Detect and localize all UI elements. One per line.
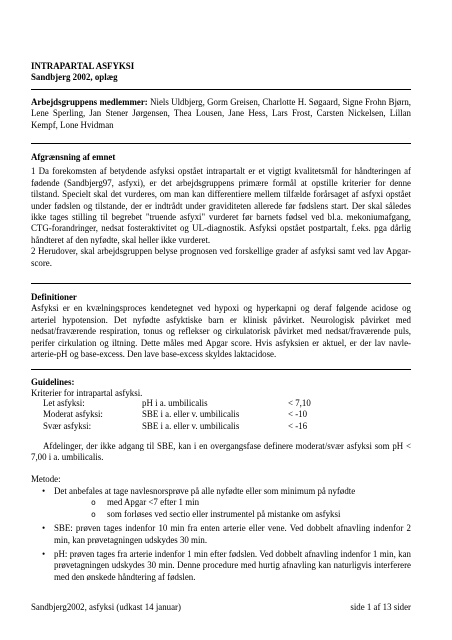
section-heading: Definitioner [31,292,77,302]
list-item: • pH: prøven tages fra arterie indenfor 1 min efter fødslen. Ved dobbelt afnavling indenfor 1 min, kan prøvetagningen udskydes 30 min. Denne procedure med hurtig afnavling kan naturligvis interferere med den ønskede håndtering af fødslen. [31,549,411,583]
grade-cell: Moderat asfyksi: [43,409,103,420]
page-footer [31,602,411,613]
divider [31,143,411,144]
sub-list-item: o som forløses ved sectio eller instrumentel på mistanke om asfyksi [54,509,411,520]
members-section [31,97,411,131]
members-label: Arbejdsgruppens medlemmer: [31,97,148,107]
section-heading: Afgrænsning af emnet [31,152,116,162]
footer-document-label: Sandbjerg2002, asfyksi (udkast 14 januar) [31,602,181,612]
scope-section [31,152,411,269]
criteria-table [31,398,411,432]
section-heading: Guidelines: [31,377,75,387]
table-row [31,421,411,432]
divider [31,89,411,90]
document-subtitle: Sandbjerg 2002, oplæg [31,72,118,83]
sub-list-item: o med Apgar <7 efter 1 min [54,497,411,508]
document-header [31,61,411,84]
list-item: • SBE: prøven tages indenfor 10 min fra enten arterie eller vene. Ved dobbelt afnavling indenfor 2 min, kan prøvetagningen udskydes 30 min. [31,523,411,546]
measure-cell: pH i a. umbilicalis [142,398,208,408]
value-cell: < 7,10 [288,398,311,408]
method-label: Metode: [31,474,61,484]
measure-cell: SBE i a. eller v. umbilicalis [142,420,240,431]
scope-paragraph-1: 1 Da forekomsten af betydende asfyksi opstået intrapartalt er et vigtigt kvalitetsmål for håndteringen af fødende (Sandbjerg97, asfyxi), er det arbejdsgruppens primære formål at opstille kriterier for denne tilstand. Specielt skal det vurderes, om man kan differentiere mellem tilfælde forårsaget af asfyxi opstået under fødslen og tilstande, der er indtrådt under graviditeten allerede før fødslens start. Der skal således ikke tages stilling til begrebet "truende asfyxi" vurderet før barnets fødsel ved bl.a. mekoniumafgang, CTG-forandringer, nedsat fosteraktivitet og UL-diagnostik. Asfyksi opstået postpartalt, f.eks. pga dårlig håndteret af den nyfødte, skal heller ikke vurderet. [31,166,411,245]
value-cell: < -10 [288,409,308,420]
table-row [31,398,411,409]
grade-cell: Let asfyksi: [43,398,85,408]
footer-page-number: side 1 af 13 sider [350,602,411,612]
guidelines-note: Afdelinger, der ikke adgang til SBE, kan i en overgangsfase definere moderat/svær asfyksi som pH < 7,00 i a. umbilicalis. [31,441,411,463]
method-list [31,486,411,583]
value-cell: < -16 [288,420,308,431]
guidelines-section [31,377,411,400]
method-section [31,474,411,485]
scope-paragraph-2: 2 Herudover, skal arbejdsgruppen belyse prognosen ved forskellige grader af asfyksi samt ved lav Apgar-score. [31,246,411,268]
definitions-paragraph: Asfyksi er en kvælningsproces kendetegnet ved hypoxi og hyperkapni og deraf følgende acidose og arteriel hypotension. Det nyfødte asfyktiske barn er klinisk påvirket. Neurologisk påvirket med nedsat/fraværende respiration, tonus og reflekser og cirkulatorisk påvirket med nedsat/fraværende puls, perifer cirkulation og iltning. Dette måles med Apgar score. Hvis asfyksien er aktuel, er der lav navle-arterie-pH og base-excess. Den lave base-excess skyldes laktacidose. [31,303,411,360]
definitions-section [31,292,411,360]
divider [31,283,411,284]
grade-cell: Svær asfyksi: [43,420,92,431]
criteria-label: Kriterier for intrapartal asfyksi. [31,388,143,399]
table-row [31,409,411,420]
document-title: INTRAPARTAL ASFYKSI [31,61,135,71]
measure-cell: SBE i a. eller v. umbilicalis [142,409,240,420]
members-list: Niels Uldbjerg, Gorm Greisen, Charlotte H. Søgaard, Signe Frohn Bjørn, Lene Sperling, Jan Stener Jørgensen, Thea Lousen, Jane Hess, Lars Frost, Carsten Nickelsen, Lillan Kempf, Lone Hvidman [31,97,411,130]
list-item: • Det anbefales at tage navlesnorsprøve på alle nyfødte eller som minimum på nyfødte o med Apgar <7 efter 1 min o som forløses ved sectio eller instrumentel på mistanke om asfyksi [31,486,411,520]
divider [31,369,411,370]
